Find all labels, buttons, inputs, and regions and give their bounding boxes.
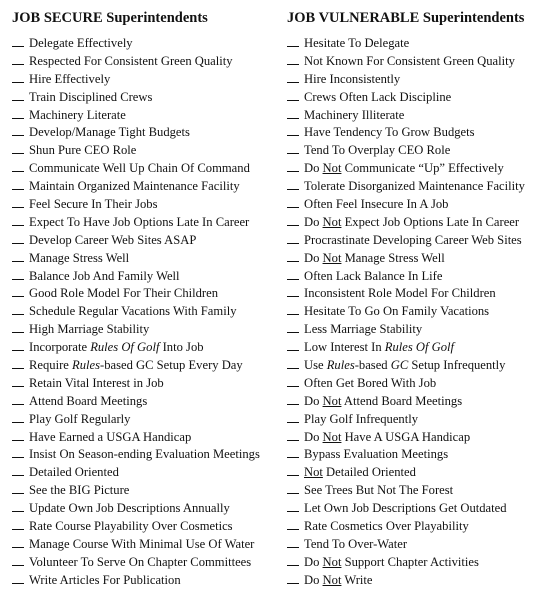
job-vulnerable-checklist [287, 35, 545, 590]
checklist-item-text [304, 124, 475, 142]
checkbox-blank-line[interactable] [287, 285, 299, 297]
checklist-item-text [29, 303, 237, 321]
checklist-item-text [304, 89, 451, 107]
item-label: Develop Career Web Sites ASAP [29, 232, 197, 247]
checklist-item [12, 268, 284, 286]
checkbox-blank-line[interactable] [287, 178, 299, 190]
checklist-item [287, 35, 545, 53]
checkbox-blank-line[interactable] [12, 250, 24, 262]
item-label-part: Do [304, 250, 323, 265]
checklist-item-text [304, 554, 479, 572]
item-underlined-word: Not [322, 214, 342, 229]
checklist-item-text [29, 124, 190, 142]
checkbox-blank-line[interactable] [12, 393, 24, 405]
item-label-part: Do [304, 214, 323, 229]
item-label: Develop/Manage Tight Budgets [29, 125, 190, 140]
item-label: Manage Stress Well [29, 250, 130, 265]
checklist-item-text [304, 518, 469, 536]
checklist-item [287, 160, 545, 178]
checklist-item-text [304, 160, 504, 178]
item-label: Rate Cosmetics Over Playability [304, 519, 469, 534]
checkbox-blank-line[interactable] [12, 107, 24, 119]
checkbox-blank-line[interactable] [287, 554, 299, 566]
checklist-item [12, 339, 284, 357]
checkbox-blank-line[interactable] [12, 482, 24, 494]
job-vulnerable-column [287, 9, 545, 590]
checkbox-blank-line[interactable] [287, 411, 299, 423]
item-label: Machinery Literate [29, 107, 126, 122]
item-label: Rate Course Playability Over Cosmetics [29, 519, 233, 534]
item-label-part: Write [341, 572, 373, 587]
item-label: Detailed Oriented [29, 465, 119, 480]
checklist-item [12, 482, 284, 500]
checklist-item [287, 89, 545, 107]
checkbox-blank-line[interactable] [12, 35, 24, 47]
checkbox-blank-line[interactable] [287, 500, 299, 512]
item-label: Hire Inconsistently [304, 71, 401, 86]
checkbox-blank-line[interactable] [12, 518, 24, 530]
checkbox-blank-line[interactable] [287, 375, 299, 387]
checklist-item [287, 572, 545, 590]
checkbox-blank-line[interactable] [12, 71, 24, 83]
item-underlined-word: Not [322, 393, 342, 408]
checkbox-blank-line[interactable] [12, 554, 24, 566]
checklist-item [12, 411, 284, 429]
job-secure-checklist [12, 35, 284, 590]
checklist-item-text [29, 53, 233, 71]
item-label-part: Do [304, 393, 323, 408]
checkbox-blank-line[interactable] [12, 572, 24, 584]
checklist-item [12, 160, 284, 178]
checkbox-blank-line[interactable] [12, 214, 24, 226]
checklist-item-text [304, 357, 505, 375]
item-label: Often Get Bored With Job [304, 375, 437, 390]
checklist-item [12, 429, 284, 447]
checkbox-blank-line[interactable] [12, 446, 24, 458]
checklist-item [12, 536, 284, 554]
item-italic-term: Rules Of Golf [90, 340, 160, 355]
checkbox-blank-line[interactable] [287, 89, 299, 101]
checklist-item-text [304, 303, 489, 321]
item-underlined-word: Not [304, 465, 323, 480]
checklist-item [287, 357, 545, 375]
checklist-item-text [304, 393, 462, 411]
checkbox-blank-line[interactable] [287, 446, 299, 458]
checklist-item-text [304, 285, 496, 303]
item-label: Feel Secure In Their Jobs [29, 197, 158, 212]
checklist-item [12, 53, 284, 71]
item-underlined-word: Not [322, 250, 342, 265]
checklist-item [287, 232, 545, 250]
checklist-item [12, 464, 284, 482]
checkbox-blank-line[interactable] [287, 268, 299, 280]
checkbox-blank-line[interactable] [287, 142, 299, 154]
checklist-item [287, 339, 545, 357]
checklist-item-text [304, 572, 373, 590]
checklist-item [12, 554, 284, 572]
checklist-item-text [29, 339, 204, 357]
checklist-item [287, 393, 545, 411]
checklist-item-text [304, 536, 407, 554]
item-label: Train Disciplined Crews [29, 89, 153, 104]
item-label-part: Into Job [159, 340, 204, 355]
checklist-item-text [29, 160, 250, 178]
checklist-item-text [29, 196, 157, 214]
checklist-item [12, 446, 284, 464]
checklist-item-text [304, 500, 507, 518]
checklist-item [287, 500, 545, 518]
checklist-item [287, 107, 545, 125]
item-label-part: Do [304, 429, 323, 444]
checklist-item-text [304, 446, 448, 464]
checklist-item-text [304, 375, 436, 393]
checkbox-blank-line[interactable] [287, 196, 299, 208]
checkbox-blank-line[interactable] [12, 53, 24, 65]
checklist-item-text [29, 393, 147, 411]
checkbox-blank-line[interactable] [287, 429, 299, 441]
item-label: Shun Pure CEO Role [29, 143, 137, 158]
checklist-item [287, 429, 545, 447]
checkbox-blank-line[interactable] [287, 572, 299, 584]
checkbox-blank-line[interactable] [12, 429, 24, 441]
item-label: Often Feel Insecure In A Job [304, 197, 449, 212]
item-label: Communicate Well Up Chain Of Command [29, 161, 250, 176]
item-label: Hesitate To Go On Family Vacations [304, 304, 490, 319]
checklist-item [287, 554, 545, 572]
checklist-item-text [29, 357, 243, 375]
checkbox-blank-line[interactable] [12, 178, 24, 190]
checklist-item [287, 285, 545, 303]
checkbox-blank-line[interactable] [287, 357, 299, 369]
checklist-item [287, 196, 545, 214]
checklist-item-text [29, 518, 233, 536]
item-label: Have Tendency To Grow Budgets [304, 125, 475, 140]
item-label: Manage Course With Minimal Use Of Water [29, 536, 255, 551]
checklist-item-text [304, 464, 416, 482]
item-italic-term: GC [390, 358, 409, 373]
checklist-item [12, 71, 284, 89]
item-label: Often Lack Balance In Life [304, 268, 443, 283]
checklist-item [287, 53, 545, 71]
checklist-item-text [29, 375, 164, 393]
checkbox-blank-line[interactable] [287, 232, 299, 244]
checklist-item-text [304, 53, 515, 71]
checklist-item [287, 446, 545, 464]
checklist-item-text [29, 572, 181, 590]
checklist-item-text [304, 482, 453, 500]
checklist-item [12, 393, 284, 411]
checklist-item [12, 572, 284, 590]
item-label-part: -based [354, 358, 391, 373]
checkbox-blank-line[interactable] [12, 124, 24, 136]
checklist-item-text [304, 142, 450, 160]
item-label: Tend To Over-Water [304, 536, 408, 551]
checklist-item-text [29, 250, 129, 268]
checkbox-blank-line[interactable] [287, 482, 299, 494]
item-label-part: Have A USGA Handicap [341, 429, 471, 444]
checklist-item [12, 285, 284, 303]
checkbox-blank-line[interactable] [12, 321, 24, 333]
checklist-item [12, 178, 284, 196]
item-underlined-word: Not [322, 161, 342, 176]
checkbox-blank-line[interactable] [12, 196, 24, 208]
item-label: Hire Effectively [29, 71, 111, 86]
checklist-item-text [29, 500, 230, 518]
checklist-item [287, 268, 545, 286]
checklist-item [12, 518, 284, 536]
item-label-part: Attend Board Meetings [341, 393, 463, 408]
checkbox-blank-line[interactable] [12, 357, 24, 369]
item-label: Not Known For Consistent Green Quality [304, 53, 515, 68]
checkbox-blank-line[interactable] [287, 536, 299, 548]
checklist-item-text [29, 536, 254, 554]
checklist-item [12, 35, 284, 53]
checklist-item [287, 178, 545, 196]
checklist-item [12, 250, 284, 268]
checklist-item-text [304, 178, 525, 196]
item-label-part: Detailed Oriented [322, 465, 416, 480]
item-label: Respected For Consistent Green Quality [29, 53, 233, 68]
checklist-item-text [29, 35, 133, 53]
job-vulnerable-heading: JOB VULNERABLE Superintendents [287, 10, 525, 26]
item-label: Crews Often Lack Discipline [304, 89, 452, 104]
item-label: Have Earned a USGA Handicap [29, 429, 192, 444]
checklist-item-text [304, 411, 418, 429]
checklist-item [287, 411, 545, 429]
checklist-item [12, 142, 284, 160]
item-underlined-word: Not [322, 572, 342, 587]
checklist-item [287, 321, 545, 339]
checkbox-blank-line[interactable] [287, 339, 299, 351]
checkbox-blank-line[interactable] [287, 214, 299, 226]
checklist-item [287, 71, 545, 89]
checkbox-blank-line[interactable] [12, 285, 24, 297]
checkbox-blank-line[interactable] [12, 536, 24, 548]
checklist-item [287, 518, 545, 536]
checkbox-blank-line[interactable] [12, 375, 24, 387]
item-label: Play Golf Infrequently [304, 411, 419, 426]
checklist-item [287, 124, 545, 142]
checklist-item [287, 250, 545, 268]
checklist-item [12, 303, 284, 321]
checklist-item-text [29, 89, 152, 107]
item-label: Expect To Have Job Options Late In Career [29, 214, 250, 229]
item-label: Inconsistent Role Model For Children [304, 286, 496, 301]
item-label: Tend To Overplay CEO Role [304, 143, 451, 158]
checklist-item [287, 464, 545, 482]
item-label-part: Support Chapter Activities [341, 554, 479, 569]
checklist-item-text [29, 214, 249, 232]
item-underlined-word: Not [322, 429, 342, 444]
checklist-item [287, 375, 545, 393]
checklist-item [12, 500, 284, 518]
item-italic-term: Rules [72, 358, 100, 373]
checklist-item-text [29, 268, 180, 286]
checkbox-blank-line[interactable] [287, 393, 299, 405]
item-label-part: Low Interest In [304, 340, 385, 355]
item-label-part: -based GC Setup Every Day [100, 358, 243, 373]
checklist-item-text [304, 107, 404, 125]
checklist-item-text [29, 446, 260, 464]
item-underlined-word: Not [322, 554, 342, 569]
checklist-item [12, 357, 284, 375]
item-label: Tolerate Disorganized Maintenance Facility [304, 179, 525, 194]
checklist-item [12, 375, 284, 393]
checklist-item [12, 232, 284, 250]
checklist-item-text [304, 35, 409, 53]
checkbox-blank-line[interactable] [12, 411, 24, 423]
checklist-item [287, 482, 545, 500]
checklist-item [12, 89, 284, 107]
checklist-item-text [29, 482, 129, 500]
item-label: Balance Job And Family Well [29, 268, 180, 283]
checklist-item-text [304, 232, 522, 250]
item-label: Maintain Organized Maintenance Facility [29, 179, 240, 194]
checklist-item-text [304, 268, 442, 286]
item-label-part: Manage Stress Well [341, 250, 445, 265]
item-label: See Trees But Not The Forest [304, 483, 454, 498]
checkbox-blank-line[interactable] [12, 142, 24, 154]
checklist-item-text [29, 232, 196, 250]
checklist-item-text [304, 429, 470, 447]
checklist-item [287, 214, 545, 232]
item-italic-term: Rules Of Golf [384, 340, 455, 355]
item-label-part: Setup Infrequently [408, 358, 506, 373]
checklist-item-text [29, 107, 126, 125]
checkbox-blank-line[interactable] [12, 268, 24, 280]
item-label: Write Articles For Publication [29, 572, 181, 587]
checklist-item-text [29, 411, 130, 429]
item-label: Play Golf Regularly [29, 411, 131, 426]
checklist-item [12, 107, 284, 125]
item-label: Hesitate To Delegate [304, 36, 410, 50]
checklist-item-text [304, 250, 445, 268]
checklist-item-text [304, 339, 454, 357]
checklist-item-text [304, 321, 422, 339]
item-label: See the BIG Picture [29, 483, 130, 498]
item-label-part: Do [304, 554, 323, 569]
checklist-item [12, 321, 284, 339]
checkbox-blank-line[interactable] [287, 35, 299, 47]
checklist-item-text [29, 554, 251, 572]
item-label: Schedule Regular Vacations With Family [29, 304, 237, 319]
checkbox-blank-line[interactable] [287, 518, 299, 530]
checkbox-blank-line[interactable] [12, 89, 24, 101]
checklist-item-text [29, 285, 218, 303]
checklist-item [12, 124, 284, 142]
checkbox-blank-line[interactable] [287, 464, 299, 476]
checklist-item-text [304, 214, 519, 232]
item-label: Let Own Job Descriptions Get Outdated [304, 501, 507, 516]
checkbox-blank-line[interactable] [12, 160, 24, 172]
checklist-item [287, 303, 545, 321]
checkbox-blank-line[interactable] [287, 303, 299, 315]
item-label: Volunteer To Serve On Chapter Committees [29, 554, 252, 569]
item-label: Insist On Season-ending Evaluation Meetings [29, 447, 260, 462]
item-label-part: Incorporate [29, 340, 91, 355]
checkbox-blank-line[interactable] [12, 232, 24, 244]
item-label-part: Use [304, 358, 327, 373]
checkbox-blank-line[interactable] [12, 500, 24, 512]
checkbox-blank-line[interactable] [287, 160, 299, 172]
item-label: Less Marriage Stability [304, 322, 423, 337]
item-label: Procrastinate Developing Career Web Sites [304, 232, 522, 247]
item-label: Retain Vital Interest in Job [29, 375, 164, 390]
checklist-item-text [29, 464, 119, 482]
checkbox-blank-line[interactable] [12, 464, 24, 476]
checkbox-blank-line[interactable] [287, 53, 299, 65]
job-secure-heading: JOB SECURE Superintendents [12, 10, 208, 26]
checkbox-blank-line[interactable] [12, 303, 24, 315]
item-label: Attend Board Meetings [29, 393, 148, 408]
checklist-item-text [29, 71, 110, 89]
item-label-part: Require [29, 358, 73, 373]
checklist-item-text [29, 429, 191, 447]
checklist-item [12, 196, 284, 214]
item-label: Good Role Model For Their Children [29, 286, 219, 301]
item-label: High Marriage Stability [29, 322, 150, 337]
item-label-part: Do [304, 572, 323, 587]
item-label: Bypass Evaluation Meetings [304, 447, 449, 462]
checkbox-blank-line[interactable] [12, 339, 24, 351]
checklist-item [12, 214, 284, 232]
job-secure-column [12, 9, 284, 590]
checkbox-blank-line[interactable] [287, 124, 299, 136]
checkbox-blank-line[interactable] [287, 71, 299, 83]
checklist-item-text [304, 71, 400, 89]
checklist-item-text [29, 178, 240, 196]
checklist-item-text [29, 321, 149, 339]
checkbox-blank-line[interactable] [287, 107, 299, 119]
checklist-item-text [29, 142, 136, 160]
item-label-part: Do [304, 161, 323, 176]
item-label: Delegate Effectively [29, 36, 133, 50]
checklist-item [287, 536, 545, 554]
item-italic-term: Rules [326, 358, 355, 373]
checklist-item [287, 142, 545, 160]
checklist-item-text [304, 196, 448, 214]
item-label-part: Expect Job Options Late In Career [341, 214, 520, 229]
item-label: Machinery Illiterate [304, 107, 405, 122]
checkbox-blank-line[interactable] [287, 321, 299, 333]
item-label: Update Own Job Descriptions Annually [29, 501, 230, 516]
item-label-part: Communicate “Up” Effectively [341, 161, 504, 176]
checkbox-blank-line[interactable] [287, 250, 299, 262]
